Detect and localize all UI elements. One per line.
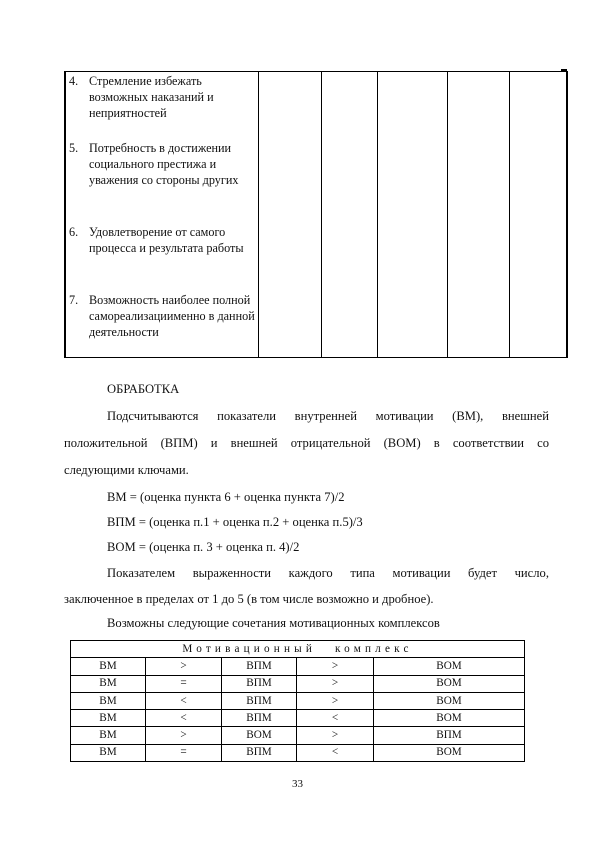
item-text: Возможность наиболее полной самореализациименно в данной деятельности [89, 293, 255, 340]
table-cell: ВОМ [222, 727, 297, 744]
paragraph-line: положительной (ВПМ) и внешней отрицательной (ВОМ) в соответствии со [64, 436, 549, 450]
column-divider [509, 71, 510, 358]
table-cell: < [146, 710, 222, 727]
column-divider [321, 71, 322, 358]
table-cell: < [297, 744, 374, 761]
formula-vom: ВОМ = (оценка п. 3 + оценка п. 4)/2 [107, 540, 300, 554]
table-cell: ВМ [71, 710, 146, 727]
item-number: 6. [69, 225, 79, 239]
item-number: 4. [69, 74, 79, 88]
item-number: 7. [69, 293, 79, 307]
table-row [71, 744, 525, 761]
table-cell: ВМ [71, 692, 146, 709]
page-number: 33 [292, 778, 303, 790]
table-cell: ВМ [71, 675, 146, 692]
paragraph-line: Показателем выраженности каждого типа мотивации будет число, [107, 566, 549, 580]
table-cell: ВОМ [374, 675, 525, 692]
table-cell: < [146, 692, 222, 709]
table-cell: ВМ [71, 727, 146, 744]
item-number: 5. [69, 141, 79, 155]
paragraph-line: следующими ключами. [64, 463, 189, 477]
table-cell: > [297, 675, 374, 692]
table-cell: > [297, 658, 374, 675]
table-cell: > [146, 727, 222, 744]
item-text: Потребность в достижении социального престижа и уважения со стороны других [89, 141, 239, 188]
table-header-row [71, 641, 525, 658]
column-divider [447, 71, 448, 358]
item-text: Стремление избежать возможных наказаний и неприятностей [89, 74, 214, 121]
formula-vm: ВМ = (оценка пункта 6 + оценка пункта 7)/2 [107, 490, 345, 504]
table-row [71, 692, 525, 709]
table-cell: > [297, 692, 374, 709]
table-cell: ВПМ [222, 744, 297, 761]
table-bottom-border [64, 357, 568, 358]
table-cell: ВОМ [374, 710, 525, 727]
table-right-border [566, 71, 568, 358]
paragraph-line: заключенное в пределах от 1 до 5 (в том числе возможно и дробное). [64, 592, 434, 606]
table-cell: ВПМ [222, 710, 297, 727]
table-cell: ВОМ [374, 744, 525, 761]
table-row [71, 727, 525, 744]
table-top-border [64, 71, 568, 72]
survey-table [64, 71, 568, 358]
table-cell: ВПМ [222, 658, 297, 675]
table-cell: ВМ [71, 658, 146, 675]
column-divider [377, 71, 378, 358]
column-divider [258, 71, 259, 358]
table-cell: ВПМ [222, 692, 297, 709]
motivation-complex-table [70, 640, 525, 762]
section-heading: ОБРАБОТКА [107, 382, 180, 396]
item-text: Удовлетворение от самого процесса и результата работы [89, 225, 244, 256]
table-cell: = [146, 675, 222, 692]
table-cell: ВПМ [374, 727, 525, 744]
table-cell: ВОМ [374, 692, 525, 709]
table-cell: ВПМ [222, 675, 297, 692]
table-cell: ВМ [71, 744, 146, 761]
paragraph-line: Подсчитываются показатели внутренней мотивации (ВМ), внешней [107, 409, 549, 423]
table-cell: > [146, 658, 222, 675]
formula-vpm: ВПМ = (оценка п.1 + оценка п.2 + оценка п.5)/3 [107, 515, 363, 529]
table-left-border [64, 71, 66, 358]
combinations-intro: Возможны следующие сочетания мотивационных комплексов [107, 616, 440, 630]
table-row [71, 710, 525, 727]
table-caption: Мотивационный комплекс [71, 641, 525, 658]
table-cell: < [297, 710, 374, 727]
table-cell: ВОМ [374, 658, 525, 675]
table-corner-mark [561, 69, 567, 71]
table-cell: > [297, 727, 374, 744]
table-cell: = [146, 744, 222, 761]
table-row [71, 658, 525, 675]
table-row [71, 675, 525, 692]
